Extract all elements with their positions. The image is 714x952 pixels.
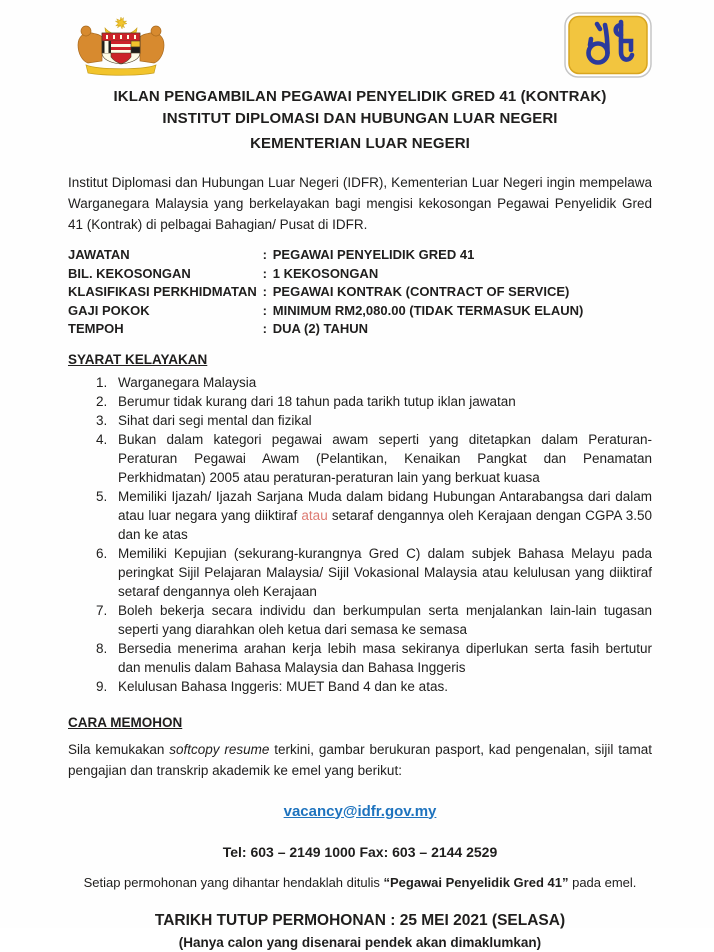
list-item: 7. Boleh bekerja secara individu dan berkumpulan serta menjalankan lain-lain tugasan seperti yang diarahkan oleh ketua dari semasa ke semasa <box>96 602 652 637</box>
apply-text-before: Sila kemukakan <box>68 741 170 757</box>
list-item: 1. Warganegara Malaysia <box>96 374 257 390</box>
detail-value: 1 KEKOSONGAN <box>272 265 379 281</box>
title-line-2: INSTITUT DIPLOMASI DAN HUBUNGAN LUAR NEGERI <box>162 110 558 127</box>
email-link[interactable]: vacancy@idfr.gov.my <box>283 802 437 820</box>
job-details-table <box>68 246 652 339</box>
detail-label: KLASIFIKASI PERKHIDMATAN <box>68 284 257 299</box>
detail-colon: : <box>262 247 267 262</box>
detail-label: GAJI POKOK <box>68 302 150 318</box>
closing-date-line: TARIKH TUTUP PERMOHONAN : 25 MEI 2021 (SELASA) <box>154 911 566 929</box>
title-line-1: IKLAN PENGAMBILAN PEGAWAI PENYELIDIK GRED 41 (KONTRAK) <box>113 88 607 105</box>
detail-colon: : <box>262 302 267 318</box>
item5-highlighted-word: atau <box>301 507 328 523</box>
detail-value: PEGAWAI PENYELIDIK GRED 41 <box>272 247 475 262</box>
list-item: 4. Bukan dalam kategori pegawai awam seperti yang ditetapkan dalam Peraturan-Peraturan Pegawai Awam (Pelantikan, Kenaikan Pangkat dan Penamatan Perkhidmatan) 2005 atau peraturan-peraturan lain yang berkuat kuasa <box>96 431 652 485</box>
email-row <box>68 803 652 821</box>
note-text-after: pada emel. <box>568 874 637 890</box>
apply-text-italic: softcopy resume <box>169 741 270 757</box>
requirements-heading: SYARAT KELAYAKAN <box>68 351 208 367</box>
requirements-list <box>68 373 652 696</box>
note-text-before: Setiap permohonan yang dihantar hendaklah ditulis <box>83 874 384 890</box>
shortlist-note: (Hanya calon yang disenarai pendek akan dimaklumkan) <box>178 934 542 950</box>
page-title <box>68 86 652 155</box>
list-item: 2. Berumur tidak kurang dari 18 tahun pada tarikh tutup iklan jawatan <box>96 393 516 409</box>
detail-label: TEMPOH <box>68 321 124 336</box>
item5-text-after: setaraf dengannya oleh Kerajaan dengan CGPA 3.50 dan ke atas <box>118 507 652 542</box>
list-item: 3. Sihat dari segi mental dan fizikal <box>96 412 312 428</box>
tel-fax-line: Tel: 603 – 2149 1000 Fax: 603 – 2144 2529 <box>222 843 498 860</box>
malaysia-coat-of-arms-icon <box>68 15 174 82</box>
list-item: 8. Bersedia menerima arahan kerja lebih masa sekiranya diperlukan serta fasih bertutur dan menulis dalam Bahasa Malaysia dan Bahasa Inggeris <box>96 640 652 675</box>
detail-value: MINIMUM RM2,080.00 (TIDAK TERMASUK ELAUN) <box>272 302 584 318</box>
list-item: 6. Memiliki Kepujian (sekurang-kurangnya Gred C) dalam subjek Bahasa Melayu pada peringkat Sijil Pelajaran Malaysia/ Sijil Vokasional Malaysia atau kelulusan yang diiktiraf setaraf dengannya oleh Kerajaan <box>96 545 652 599</box>
apply-text-after: terkini, gambar berukuran pasport, kad pengenalan, sijil tamat pengajian dan transkrip akademik ke emel yang berikut: <box>68 741 652 778</box>
detail-label: JAWATAN <box>68 247 130 262</box>
apply-heading: CARA MEMOHON <box>68 714 183 730</box>
header-logos <box>68 10 652 82</box>
note-text-bold: “Pegawai Penyelidik Gred 41” <box>383 874 569 890</box>
item5-text-before: Memiliki Ijazah/ Ijazah Sarjana Muda dalam bidang Hubungan Antarabangsa dari dalam atau luar negara yang diiktiraf <box>118 488 652 523</box>
apply-paragraph <box>68 739 652 781</box>
detail-value: DUA (2) TAHUN <box>272 321 369 336</box>
intro-paragraph: Institut Diplomasi dan Hubungan Luar Negeri (IDFR), Kementerian Luar Negeri ingin mempelawa Warganegara Malaysia yang berkelayakan bagi mengisi kekosongan Pegawai Penyelidik Gred 41 (Kontrak) di pelbagai Bahagian/ Pusat di IDFR. <box>68 175 652 232</box>
detail-colon: : <box>262 265 267 281</box>
detail-label: BIL. KEKOSONGAN <box>68 265 191 281</box>
list-item: 5. Memiliki Ijazah/ Ijazah Sarjana Muda dalam bidang Hubungan Antarabangsa dari dalam atau luar negara yang diiktiraf atau setaraf dengannya oleh Kerajaan dengan CGPA 3.50 dan ke atas <box>96 488 652 542</box>
detail-value: PEGAWAI KONTRAK (CONTRACT OF SERVICE) <box>272 284 570 299</box>
detail-colon: : <box>262 321 267 336</box>
list-item: 9. Kelulusan Bahasa Inggeris: MUET Band 4 dan ke atas. <box>96 678 448 694</box>
title-line-3: KEMENTERIAN LUAR NEGERI <box>250 135 470 152</box>
email-subject-note <box>68 874 652 892</box>
idfr-logo-icon <box>564 12 652 83</box>
detail-colon: : <box>262 284 267 299</box>
